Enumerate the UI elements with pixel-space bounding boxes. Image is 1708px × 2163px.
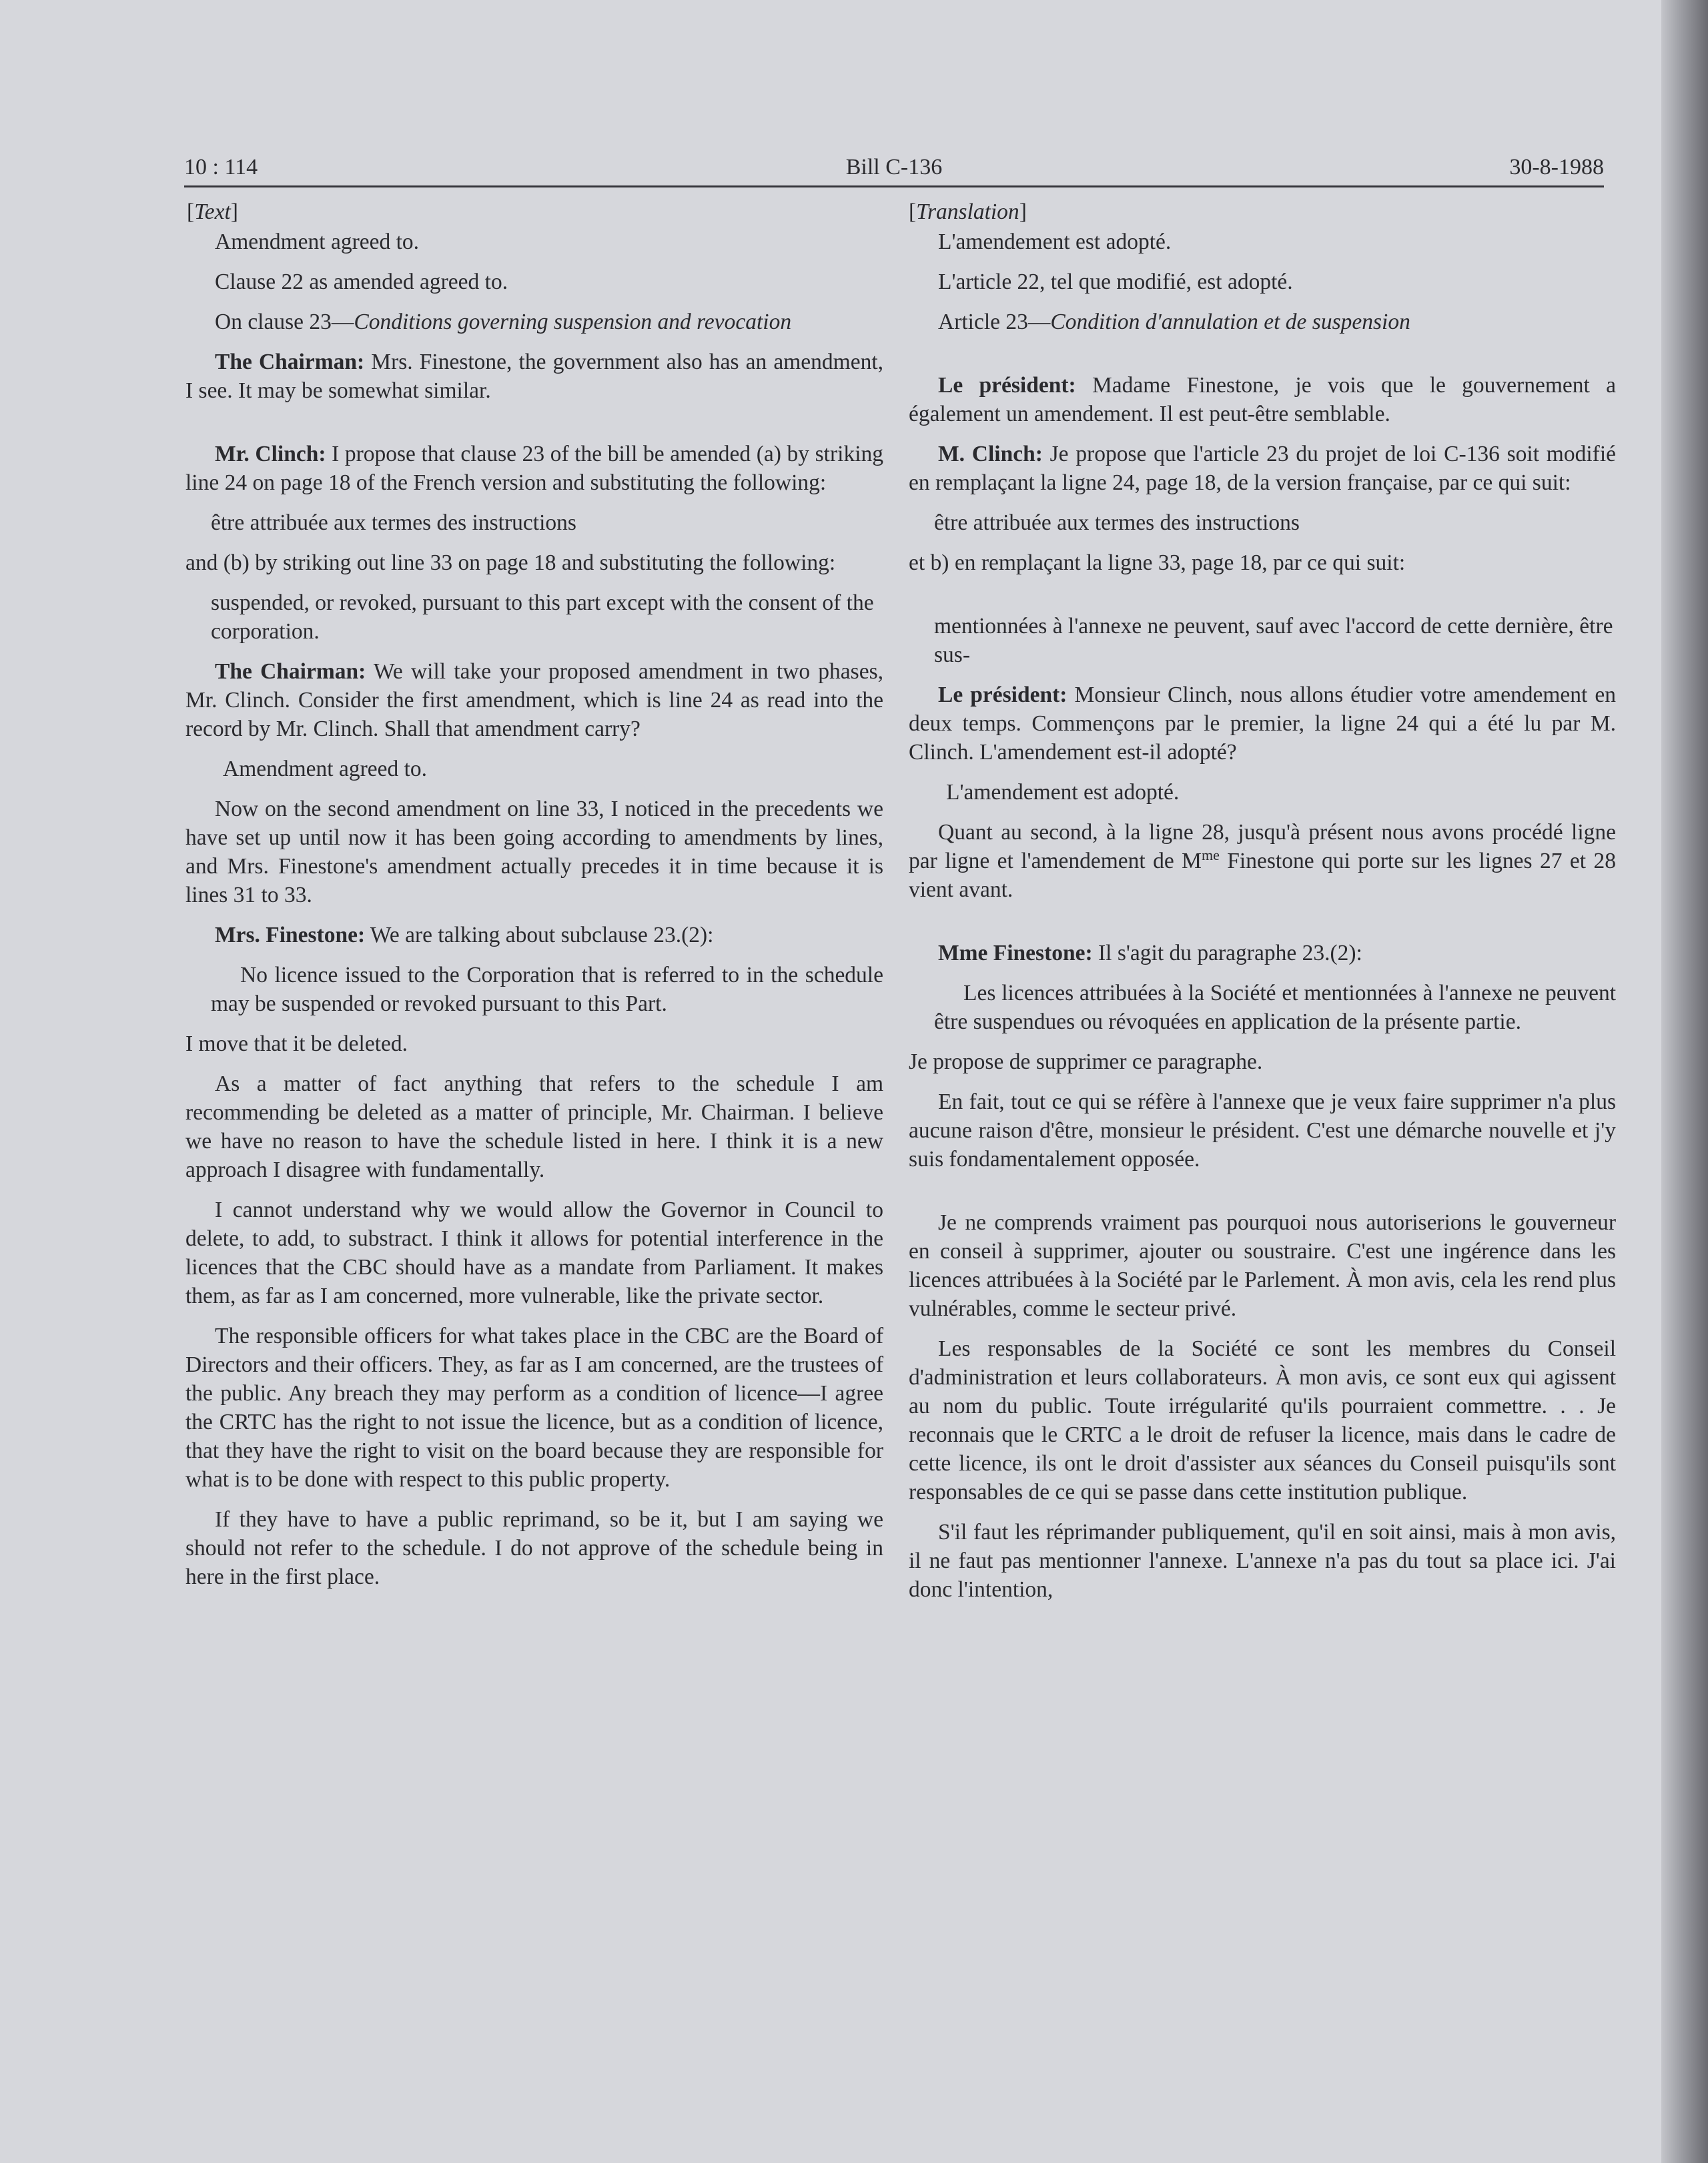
header-date: 30-8-1988	[1509, 155, 1604, 179]
paragraph: Les responsables de la Société ce sont les membres du Conseil d'administration et leurs collaborateurs. À mon avis, ce sont eux qui agissent au nom du public. Toute irrégularité qu'ils pourraient commettre. . . Je reconnais que le CRTC a le droit de refuser la licence, mais dans le cadre de cette licence, ils ont le droit d'assister aux séances du Conseil puisqu'ils sont responsables de ce qui se passe dans cette institution publique.	[909, 1336, 1616, 1504]
speaker-paragraph: Le président: Monsieur Clinch, nous allons étudier votre amendement en deux temps. Commençons par le premier, la ligne 24 qui a été lu par M. Clinch. L'amendement est-il adopté?	[909, 683, 1616, 765]
running-title: Bill C-136	[845, 155, 943, 179]
header-rule	[184, 185, 1604, 187]
paragraph: L'amendement est adopté.	[946, 780, 1180, 805]
paragraph: The responsible officers for what takes place in the CBC are the Board of Directors and their officers. They, as far as I am concerned, are the trustees of the public. Any breach they may perform as a condition of licence—I agree the CRTC has the right to not issue the licence, but as a condition of licence, that they have the right to visit on the board because they are responsible for what is to be done with respect to this public property.	[185, 1324, 883, 1492]
paragraph: Je ne comprends vraiment pas pourquoi nous autoriserions le gouverneur en conseil à supprimer, ajouter ou soustraire. C'est une ingérence dans les licences attribuées à la Société par le Parlement. À mon avis, cela les rend plus vulnérables, comme le secteur privé.	[909, 1210, 1616, 1321]
paragraph: Clause 22 as amended agreed to.	[215, 270, 508, 294]
text-tag: [Text]	[187, 199, 238, 224]
paragraph: As a matter of fact anything that refers to the schedule I am recommending be deleted as a matter of principle, Mr. Chairman. I believe we have no reason to have the schedule listed in here. I think it is a new approach I disagree with fundamentally.	[185, 1071, 883, 1182]
paragraph: Amendment agreed to.	[215, 230, 420, 254]
speaker-paragraph: The Chairman: Mrs. Finestone, the government also has an amendment, I see. It may be somewhat similar.	[185, 350, 883, 403]
paragraph: Quant au second, à la ligne 28, jusqu'à présent nous avons procédé ligne par ligne et l'amendement de $M^{me}$ Finestone qui porte sur les lignes 27 et 28 vient avant.	[909, 820, 1616, 902]
quoted-subclause: Les licences attribuées à la Société et mentionnées à l'annexe ne peuvent être suspendues ou révoquées en application de la présente partie.	[934, 981, 1616, 1034]
paragraph: L'article 22, tel que modifié, est adopté.	[938, 270, 1293, 294]
paragraph: Je propose de supprimer ce paragraphe.	[909, 1049, 1263, 1074]
paragraph: L'amendement est adopté.	[938, 230, 1172, 254]
running-header	[184, 139, 1604, 185]
speaker-paragraph: The Chairman: We will take your proposed amendment in two phases, Mr. Clinch. Consider the first amendment, which is line 24 as read into the record by Mr. Clinch. Shall that amendment carry?	[185, 659, 883, 741]
quoted-subclause: No licence issued to the Corporation that is referred to in the schedule may be suspended or revoked pursuant to this Part.	[211, 963, 883, 1016]
book-gutter-shadow	[1661, 0, 1708, 2163]
speaker-paragraph: Mme Finestone: Il s'agit du paragraphe 23.(2):	[938, 941, 1362, 965]
speaker-paragraph: Mrs. Finestone: We are talking about subclause 23.(2):	[215, 923, 714, 947]
paragraph: Amendment agreed to.	[223, 757, 428, 781]
quoted-text: être attribuée aux termes des instructions	[934, 510, 1300, 535]
paragraph: I cannot understand why we would allow the Governor in Council to delete, to add, to substract. I think it allows for potential interference in the licences that the CBC should have as a mandate from Parliament. It makes them, as far as I am concerned, more vulnerable, like the private sector.	[185, 1198, 883, 1308]
clause-heading: On clause 23—Conditions governing suspension and revocation	[215, 310, 792, 334]
quoted-text: suspended, or revoked, pursuant to this part except with the consent of the corporation.	[211, 590, 874, 644]
english-column	[185, 197, 883, 1591]
page-number: 10 : 114	[184, 155, 258, 179]
paragraph: et b) en remplaçant la ligne 33, page 18, par ce qui suit:	[909, 550, 1406, 575]
paragraph: En fait, tout ce qui se réfère à l'annexe que je veux faire supprimer n'a plus aucune raison d'être, monsieur le président. C'est une démarche nouvelle et j'y suis fondamentalement opposée.	[909, 1090, 1616, 1172]
clause-heading: Article 23—Condition d'annulation et de suspension	[938, 310, 1410, 334]
paragraph: and (b) by striking out line 33 on page 18 and substituting the following:	[185, 550, 836, 575]
paragraph: Now on the second amendment on line 33, I noticed in the precedents we have set up until now it has been going according to amendments by lines, and Mrs. Finestone's amendment actually precedes it in time because it is lines 31 to 33.	[185, 797, 883, 907]
speaker-paragraph: Le président: Madame Finestone, je vois que le gouvernement a également un amendement. Il est peut-être semblable.	[909, 373, 1616, 426]
quoted-text: mentionnées à l'annexe ne peuvent, sauf avec l'accord de cette dernière, être sus-	[934, 614, 1613, 667]
paragraph: If they have to have a public reprimand, so be it, but I am saying we should not refer to the schedule. I do not approve of the schedule being in here in the first place.	[185, 1507, 883, 1589]
speaker-paragraph: Mr. Clinch: I propose that clause 23 of the bill be amended (a) by striking line 24 on page 18 of the French version and substituting the following:	[185, 442, 883, 495]
quoted-text: être attribuée aux termes des instructions	[211, 510, 576, 535]
translation-tag: [Translation]	[909, 199, 1027, 224]
french-column	[909, 197, 1616, 1604]
paragraph: I move that it be deleted.	[185, 1031, 408, 1056]
paragraph: S'il faut les réprimander publiquement, qu'il en soit ainsi, mais à mon avis, il ne faut pas mentionner l'annexe. L'annexe n'a pas du tout sa place ici. J'ai donc l'intention,	[909, 1520, 1616, 1602]
speaker-paragraph: M. Clinch: Je propose que l'article 23 du projet de loi C-136 soit modifié en remplaçant la ligne 24, page 18, de la version française, par ce qui suit:	[909, 442, 1616, 495]
